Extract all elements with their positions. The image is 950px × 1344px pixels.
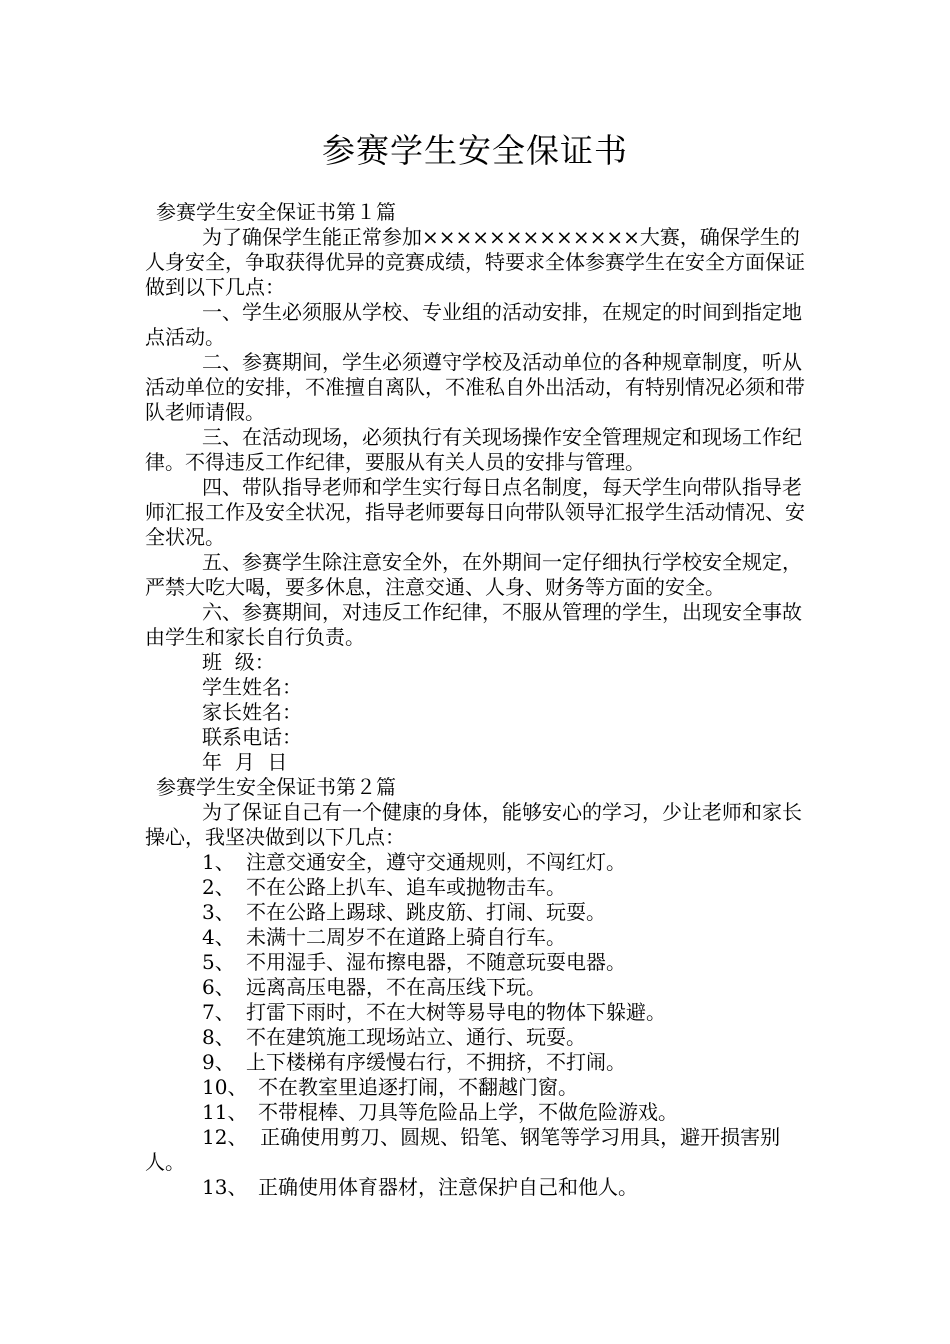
list-item: [145, 925, 813, 950]
list-item-number: 9、: [202, 1050, 235, 1074]
student-name-field-label: 学生姓名：: [202, 675, 302, 699]
list-item: [145, 950, 813, 975]
section-2-intro: 为了保证自己有一个健康的身体，能够安心的学习，少让老师和家长操心，我坚决做到以下几点：: [145, 800, 802, 849]
list-item-number: 2、: [202, 875, 235, 899]
list-item-number: 11、: [202, 1100, 248, 1124]
parent-name-field-label: 家长姓名：: [202, 700, 302, 724]
list-item-text: 正确使用剪刀、圆规、铅笔、钢笔等学习用具，避开损害别人。: [145, 1125, 781, 1174]
list-item: [145, 1100, 813, 1125]
list-item-number: 8、: [202, 1025, 235, 1049]
phone-field-label: 联系电话：: [202, 725, 302, 749]
list-item-number: 4、: [202, 925, 235, 949]
list-item-number: 7、: [202, 1000, 235, 1024]
list-item: [145, 1025, 813, 1050]
list-item-text: 注意交通安全，遵守交通规则，不闯红灯。: [246, 850, 626, 874]
list-item-number: 3、: [202, 900, 235, 924]
list-item-number: 12、: [202, 1125, 248, 1149]
list-item: [145, 850, 813, 875]
list-item-text: 不在教室里追逐打闹，不翻越门窗。: [258, 1075, 578, 1099]
list-item-number: 1、: [202, 850, 235, 874]
list-item: [145, 975, 813, 1000]
list-item-text: 正确使用体育器材，注意保护自己和他人。: [258, 1175, 638, 1199]
section-1-heading: 参赛学生安全保证书第１篇: [156, 200, 396, 224]
list-item: [145, 875, 813, 900]
list-item-text: 不用湿手、湿布擦电器，不随意玩耍电器。: [246, 950, 626, 974]
section-1-point: 一、学生必须服从学校、专业组的活动安排，在规定的时间到指定地点活动。: [145, 300, 802, 349]
document-title: 参赛学生安全保证书: [322, 131, 628, 170]
section-2-heading: 参赛学生安全保证书第２篇: [156, 775, 396, 799]
list-item-text: 不带棍棒、刀具等危险品上学，不做危险游戏。: [258, 1100, 678, 1124]
list-item-number: 13、: [202, 1175, 248, 1199]
list-item-text: 未满十二周岁不在道路上骑自行车。: [246, 925, 566, 949]
section-1-point: 三、在活动现场，必须执行有关现场操作安全管理规定和现场工作纪律。不得违反工作纪律，要服从有关人员的安排与管理。: [145, 425, 802, 474]
list-item-number: 10、: [202, 1075, 248, 1099]
section-1-point: 四、带队指导老师和学生实行每日点名制度，每天学生向带队指导老师汇报工作及安全状况，指导老师要每日向带队领导汇报学生活动情况、安全状况。: [145, 475, 805, 549]
list-item: [145, 1125, 813, 1175]
list-item-text: 上下楼梯有序缓慢右行，不拥挤，不打闹。: [246, 1050, 626, 1074]
section-1-point: 六、参赛期间，对违反工作纪律，不服从管理的学生，出现安全事故由学生和家长自行负责。: [145, 600, 802, 649]
list-item: [145, 1175, 813, 1200]
list-item: [145, 1075, 813, 1100]
list-item-text: 不在公路上踢球、跳皮筋、打闹、玩耍。: [246, 900, 606, 924]
list-item-number: 6、: [202, 975, 235, 999]
class-field-label: 班 级：: [202, 650, 275, 674]
date-field-label: 年 月 日: [202, 750, 288, 774]
list-item-text: 不在公路上扒车、追车或抛物击车。: [246, 875, 566, 899]
document-body: [145, 200, 813, 1200]
section-1-intro: 为了确保学生能正常参加×××××××××××××大赛，确保学生的人身安全，争取获得优异的竞赛成绩，特要求全体参赛学生在安全方面保证做到以下几点：: [145, 225, 805, 299]
list-item-text: 打雷下雨时，不在大树等易导电的物体下躲避。: [246, 1000, 666, 1024]
list-item-text: 远离高压电器，不在高压线下玩。: [246, 975, 546, 999]
list-item: [145, 900, 813, 925]
list-item: [145, 1000, 813, 1025]
list-item-number: 5、: [202, 950, 235, 974]
list-item: [145, 1050, 813, 1075]
section-1-point: 二、参赛期间，学生必须遵守学校及活动单位的各种规章制度，听从活动单位的安排，不准擅自离队，不准私自外出活动，有特别情况必须和带队老师请假。: [145, 350, 805, 424]
section-1-point: 五、参赛学生除注意安全外，在外期间一定仔细执行学校安全规定，严禁大吃大喝，要多休息，注意交通、人身、财务等方面的安全。: [145, 550, 802, 599]
list-item-text: 不在建筑施工现场站立、通行、玩耍。: [246, 1025, 586, 1049]
